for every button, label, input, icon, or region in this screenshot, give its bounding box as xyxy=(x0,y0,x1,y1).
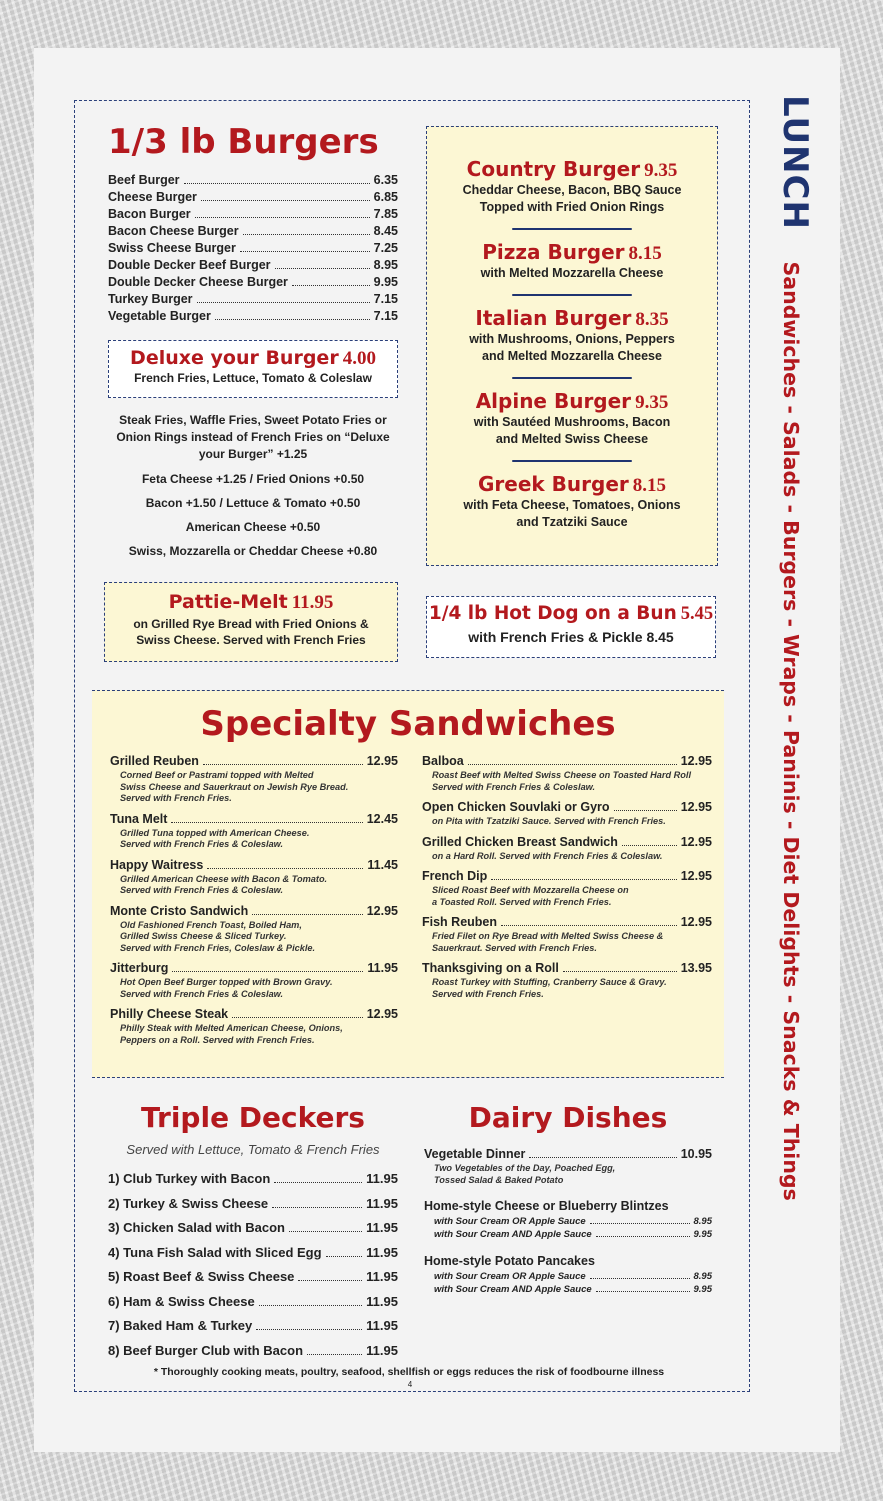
dot-leader xyxy=(240,251,370,252)
sandwich-desc: Corned Beef or Pastrami topped with Melted xyxy=(120,770,314,780)
special-desc: with Melted Mozzarella Cheese xyxy=(480,266,664,280)
special-burger xyxy=(427,153,717,222)
item-price: 13.95 xyxy=(680,961,712,975)
specialty-right-column xyxy=(422,753,712,1006)
burger-item xyxy=(108,257,398,274)
item-price: 10.95 xyxy=(680,1147,712,1161)
extra-line: Steak Fries, Waffle Fries, Sweet Potato Fries or Onion Rings instead of French Fries on “Deluxe your Burger” +1.25 xyxy=(116,413,390,461)
burger-item xyxy=(108,308,398,325)
sandwich-row xyxy=(110,811,398,828)
item-name: 4) Tuna Fish Salad with Sliced Egg xyxy=(108,1244,322,1260)
item-price: 11.95 xyxy=(366,1220,398,1235)
special-desc: Cheddar Cheese, Bacon, BBQ Sauce xyxy=(462,183,682,197)
sandwich-desc: on a Hard Roll. Served with French Fries & Coleslaw. xyxy=(432,850,663,861)
pattie-melt-title: Pattie-Melt xyxy=(168,591,288,613)
item-price: 7.25 xyxy=(373,241,398,255)
triple-deckers-subtitle: Served with Lettuce, Tomato & French Fries xyxy=(126,1142,380,1157)
item-price: 12.95 xyxy=(680,869,712,883)
dot-leader xyxy=(563,971,677,972)
item-name: 2) Turkey & Swiss Cheese xyxy=(108,1195,269,1211)
item-desc: Two Vegetables of the Day, Poached Egg, xyxy=(434,1163,616,1173)
item-name: Philly Cheese Steak xyxy=(110,1007,229,1021)
sandwich-item xyxy=(110,857,398,897)
option-label: with Sour Cream AND Apple Sauce xyxy=(434,1229,592,1240)
pattie-melt-box xyxy=(104,582,398,662)
dot-leader xyxy=(307,1354,362,1355)
item-price: 11.95 xyxy=(366,1195,398,1211)
sandwich-row xyxy=(422,960,712,977)
sandwich-item xyxy=(422,960,712,1000)
dot-leader xyxy=(275,268,370,269)
dot-leader xyxy=(203,764,363,765)
item-name: 5) Roast Beef & Swiss Cheese xyxy=(108,1269,295,1284)
special-title: Pizza Burger xyxy=(482,240,625,264)
sandwich-desc: Philly Steak with Melted American Cheese, Onions, xyxy=(120,1023,343,1033)
sandwich-row xyxy=(110,857,398,874)
item-price: 11.95 xyxy=(367,961,398,975)
item-price: 12.45 xyxy=(366,811,398,826)
item-price: 11.95 xyxy=(366,1244,398,1260)
lunch-heading: LUNCH xyxy=(775,95,815,230)
triple-decker-item xyxy=(108,1216,398,1241)
item-price: 12.95 xyxy=(680,800,712,814)
extra-line: Feta Cheese +1.25 / Fried Onions +0.50 xyxy=(141,472,365,486)
item-name: 7) Baked Ham & Turkey xyxy=(108,1318,253,1333)
item-price: 12.95 xyxy=(680,754,712,768)
triple-deckers-section xyxy=(108,1096,398,1363)
special-price: 8.35 xyxy=(635,309,669,330)
special-desc: and Melted Mozzarella Cheese xyxy=(482,349,662,363)
sandwich-item xyxy=(110,903,398,955)
dairy-option xyxy=(434,1270,712,1283)
item-name: Double Decker Cheese Burger xyxy=(108,275,288,289)
item-name: Happy Waitress xyxy=(110,857,204,872)
item-price: 11.95 xyxy=(366,1342,398,1358)
sandwich-item xyxy=(110,753,398,805)
item-name: Bacon Burger xyxy=(108,207,191,221)
dairy-section xyxy=(424,1096,712,1296)
deluxe-box xyxy=(108,340,398,398)
sandwich-desc: Served with French Fries & Coleslaw. xyxy=(120,988,284,999)
item-price: 12.95 xyxy=(680,834,712,849)
specialty-panel xyxy=(92,690,724,1078)
sandwich-item xyxy=(422,753,712,793)
item-name: Double Decker Beef Burger xyxy=(108,258,271,272)
item-name: 1) Club Turkey with Bacon xyxy=(108,1171,271,1186)
sandwich-row xyxy=(422,914,712,931)
dot-leader xyxy=(289,1231,362,1232)
item-price: 7.15 xyxy=(373,292,398,306)
item-price: 12.95 xyxy=(366,1007,398,1021)
extras-section xyxy=(108,412,398,559)
item-price: 12.95 xyxy=(366,754,398,768)
sandwich-desc: Peppers on a Roll. Served with French Fries. xyxy=(120,1034,315,1045)
special-price: 8.15 xyxy=(628,243,662,264)
sandwich-desc: Sliced Roast Beef with Mozzarella Cheese on xyxy=(432,885,629,895)
sandwich-desc: Old Fashioned French Toast, Boiled Ham, xyxy=(120,919,302,930)
item-price: 11.45 xyxy=(367,857,398,872)
option-price: 9.95 xyxy=(693,1284,712,1295)
sandwich-row xyxy=(422,799,712,816)
item-name: Grilled Reuben xyxy=(110,754,199,768)
special-desc: with Mushrooms, Onions, Peppers xyxy=(469,332,675,346)
sandwich-desc: Roast Turkey with Stuffing, Cranberry Sauce & Gravy. xyxy=(432,977,667,987)
dot-leader xyxy=(201,200,370,201)
item-name: 6) Ham & Swiss Cheese xyxy=(108,1293,255,1309)
dairy-option xyxy=(434,1228,712,1241)
specials-panel xyxy=(426,126,718,566)
triple-decker-item xyxy=(108,1265,398,1290)
divider xyxy=(512,294,632,296)
sandwich-row xyxy=(110,753,398,770)
burger-item xyxy=(108,291,398,308)
hotdog-price: 5.45 xyxy=(680,604,714,624)
sandwich-item xyxy=(110,1006,398,1046)
page-number: 4 xyxy=(407,1380,413,1389)
dairy-item xyxy=(424,1198,712,1215)
sandwich-desc: Hot Open Beef Burger topped with Brown Gravy. xyxy=(120,977,333,987)
special-desc: Topped with Fried Onion Rings xyxy=(479,200,665,214)
dot-leader xyxy=(298,1280,362,1281)
option-label: with Sour Cream OR Apple Sauce xyxy=(434,1271,586,1282)
dot-leader xyxy=(215,319,370,320)
sandwich-desc: Grilled American Cheese with Bacon & Tomato. xyxy=(120,873,328,884)
special-burger xyxy=(427,468,717,537)
sandwich-desc: Served with French Fries. xyxy=(120,793,232,803)
item-price: 11.95 xyxy=(366,1171,398,1186)
dot-leader xyxy=(274,1182,362,1183)
item-name: Beef Burger xyxy=(108,173,180,187)
sandwich-item xyxy=(422,799,712,828)
dot-leader xyxy=(197,302,370,303)
special-title: Italian Burger xyxy=(475,306,632,330)
item-price: 8.95 xyxy=(373,258,398,272)
option-label: with Sour Cream OR Apple Sauce xyxy=(434,1216,586,1227)
item-name: Home-style Cheese or Blueberry Blintzes xyxy=(424,1199,669,1213)
dot-leader xyxy=(184,183,370,184)
special-price: 9.35 xyxy=(644,160,678,181)
deluxe-title: Deluxe your Burger xyxy=(130,347,339,369)
sandwich-desc: Grilled Tuna topped with American Cheese. xyxy=(120,827,310,838)
item-name: Thanksgiving on a Roll xyxy=(422,961,559,975)
item-name: Vegetable Dinner xyxy=(424,1147,526,1161)
burger-item xyxy=(108,240,398,257)
dot-leader xyxy=(232,1017,363,1018)
dot-leader xyxy=(272,1207,362,1208)
dot-leader xyxy=(256,1329,362,1330)
item-price: 7.85 xyxy=(373,207,398,221)
item-price: 8.45 xyxy=(373,224,398,238)
specialty-left-column xyxy=(110,753,398,1052)
burgers-section xyxy=(108,118,398,325)
item-name: Fish Reuben xyxy=(422,915,498,929)
dot-leader xyxy=(195,217,370,218)
special-title: Greek Burger xyxy=(477,472,629,496)
item-name: French Dip xyxy=(422,869,488,883)
sandwich-row xyxy=(110,903,398,920)
item-name: Turkey Burger xyxy=(108,292,193,306)
dot-leader xyxy=(252,914,363,915)
triple-decker-item xyxy=(108,1339,398,1364)
item-name: Home-style Potato Pancakes xyxy=(424,1254,595,1268)
sandwich-desc: Served with French Fries & Coleslaw. xyxy=(120,885,284,895)
dairy-item xyxy=(424,1253,712,1270)
sandwich-desc: a Toasted Roll. Served with French Fries. xyxy=(432,896,612,907)
item-price: 7.15 xyxy=(373,309,398,323)
special-burger xyxy=(427,302,717,371)
burgers-title: 1/3 lb Burgers xyxy=(108,122,379,162)
item-desc: Tossed Salad & Baked Potato xyxy=(434,1174,564,1185)
triple-decker-item xyxy=(108,1241,398,1266)
dairy-item xyxy=(424,1146,712,1163)
item-name: Tuna Melt xyxy=(110,811,168,826)
dot-leader xyxy=(243,234,370,235)
item-name: Grilled Chicken Breast Sandwich xyxy=(422,834,618,849)
dot-leader xyxy=(172,971,363,972)
item-price: 12.95 xyxy=(680,915,712,929)
triple-decker-item xyxy=(108,1192,398,1217)
hotdog-desc: with French Fries & Pickle 8.45 xyxy=(468,629,674,645)
burger-item xyxy=(108,206,398,223)
item-name: Balboa xyxy=(422,754,464,768)
sandwich-desc: Served with French Fries. xyxy=(432,988,544,999)
dot-leader xyxy=(491,879,676,880)
item-name: Bacon Cheese Burger xyxy=(108,224,239,238)
triple-deckers-title: Triple Deckers xyxy=(141,1101,365,1134)
sandwich-desc: Served with French Fries & Coleslaw. xyxy=(432,781,596,792)
dot-leader xyxy=(171,822,362,823)
dairy-option xyxy=(434,1283,712,1296)
option-price: 8.95 xyxy=(693,1216,712,1227)
special-desc: and Tzatziki Sauce xyxy=(516,515,628,529)
item-name: Open Chicken Souvlaki or Gyro xyxy=(422,800,610,814)
sandwich-desc: Served with French Fries & Coleslaw. xyxy=(120,839,284,849)
divider xyxy=(512,377,632,379)
sandwich-desc: Roast Beef with Melted Swiss Cheese on Toasted Hard Roll xyxy=(432,770,692,780)
deluxe-desc: French Fries, Lettuce, Tomato & Coleslaw xyxy=(134,371,372,385)
burgers-list xyxy=(108,172,398,325)
item-price: 11.95 xyxy=(366,1269,398,1284)
item-name: Jitterburg xyxy=(110,961,169,975)
item-name: Swiss Cheese Burger xyxy=(108,241,236,255)
dot-leader xyxy=(501,925,677,926)
item-price: 6.35 xyxy=(373,173,398,187)
extra-line: Swiss, Mozzarella or Cheddar Cheese +0.80 xyxy=(128,544,378,558)
special-burger xyxy=(427,385,717,454)
dot-leader xyxy=(468,764,677,765)
item-price: 6.85 xyxy=(373,190,398,204)
sandwich-item xyxy=(422,868,712,908)
extra-line: Bacon +1.50 / Lettuce & Tomato +0.50 xyxy=(145,496,361,510)
triple-decker-item xyxy=(108,1167,398,1192)
special-price: 8.15 xyxy=(632,475,666,496)
sandwich-row xyxy=(422,868,712,885)
sandwich-desc: Fried Filet on Rye Bread with Melted Swiss Cheese & xyxy=(432,931,664,941)
specialty-title: Specialty Sandwiches xyxy=(200,704,616,744)
item-name: Cheese Burger xyxy=(108,190,197,204)
burger-item xyxy=(108,189,398,206)
dot-leader xyxy=(207,868,363,869)
option-price: 9.95 xyxy=(693,1229,712,1240)
special-title: Country Burger xyxy=(466,157,641,181)
option-price: 8.95 xyxy=(693,1271,712,1282)
sandwich-desc: Sauerkraut. Served with French Fries. xyxy=(432,942,597,953)
item-name: Vegetable Burger xyxy=(108,309,211,323)
sandwich-item xyxy=(422,834,712,863)
item-name: 8) Beef Burger Club with Bacon xyxy=(108,1342,304,1358)
side-banner xyxy=(760,95,820,1395)
divider xyxy=(512,228,632,230)
special-burger xyxy=(427,236,717,288)
deluxe-price: 4.00 xyxy=(342,348,376,369)
sandwich-desc: on Pita with Tzatziki Sauce. Served with French Fries. xyxy=(432,816,666,826)
sandwich-row xyxy=(110,960,398,977)
dot-leader xyxy=(326,1256,363,1257)
item-price: 11.95 xyxy=(366,1318,398,1333)
item-price: 12.95 xyxy=(366,903,398,918)
pattie-melt-desc: on Grilled Rye Bread with Fried Onions & Swiss Cheese. Served with French Fries xyxy=(133,617,369,647)
triple-decker-item xyxy=(108,1290,398,1315)
dairy-option xyxy=(434,1215,712,1228)
sandwich-row xyxy=(422,753,712,770)
item-price: 11.95 xyxy=(366,1293,398,1309)
dairy-title: Dairy Dishes xyxy=(468,1101,668,1134)
sandwich-item xyxy=(110,960,398,1000)
special-desc: with Sautéed Mushrooms, Bacon xyxy=(473,415,671,429)
sandwich-row xyxy=(422,834,712,851)
sandwich-desc: Grilled Swiss Cheese & Sliced Turkey. xyxy=(120,931,287,941)
burger-item xyxy=(108,274,398,291)
dot-leader xyxy=(292,285,370,286)
item-price: 9.95 xyxy=(373,275,398,289)
special-desc: with Feta Cheese, Tomatoes, Onions xyxy=(463,498,681,512)
sandwich-desc: Served with French Fries, Coleslaw & Pickle. xyxy=(120,942,316,953)
dot-leader xyxy=(259,1305,362,1306)
hotdog-box xyxy=(426,596,716,658)
burger-item xyxy=(108,223,398,240)
divider xyxy=(512,460,632,462)
sandwich-row xyxy=(110,1006,398,1023)
lunch-categories: Sandwiches - Salads - Burgers - Wraps - Paninis - Diet Delights - Snacks & Things xyxy=(779,261,803,1201)
item-name: 3) Chicken Salad with Bacon xyxy=(108,1220,285,1235)
dot-leader xyxy=(614,810,677,811)
dot-leader xyxy=(622,845,677,846)
item-name: Monte Cristo Sandwich xyxy=(110,903,249,918)
sandwich-item xyxy=(422,914,712,954)
pattie-melt-price: 11.95 xyxy=(291,592,334,613)
sandwich-desc: Swiss Cheese and Sauerkraut on Jewish Rye Bread. xyxy=(120,781,349,792)
hotdog-title: 1/4 lb Hot Dog on a Bun xyxy=(428,603,677,624)
triple-decker-item xyxy=(108,1314,398,1339)
special-title: Alpine Burger xyxy=(475,389,632,413)
extra-line: American Cheese +0.50 xyxy=(185,520,321,534)
option-label: with Sour Cream AND Apple Sauce xyxy=(434,1284,592,1295)
burger-item xyxy=(108,172,398,189)
sandwich-item xyxy=(110,811,398,851)
special-price: 9.35 xyxy=(635,392,669,413)
special-desc: and Melted Swiss Cheese xyxy=(495,432,649,446)
footer-note: * Thoroughly cooking meats, poultry, seafood, shellfish or eggs reduces the risk of foodbourne illness xyxy=(153,1366,665,1378)
